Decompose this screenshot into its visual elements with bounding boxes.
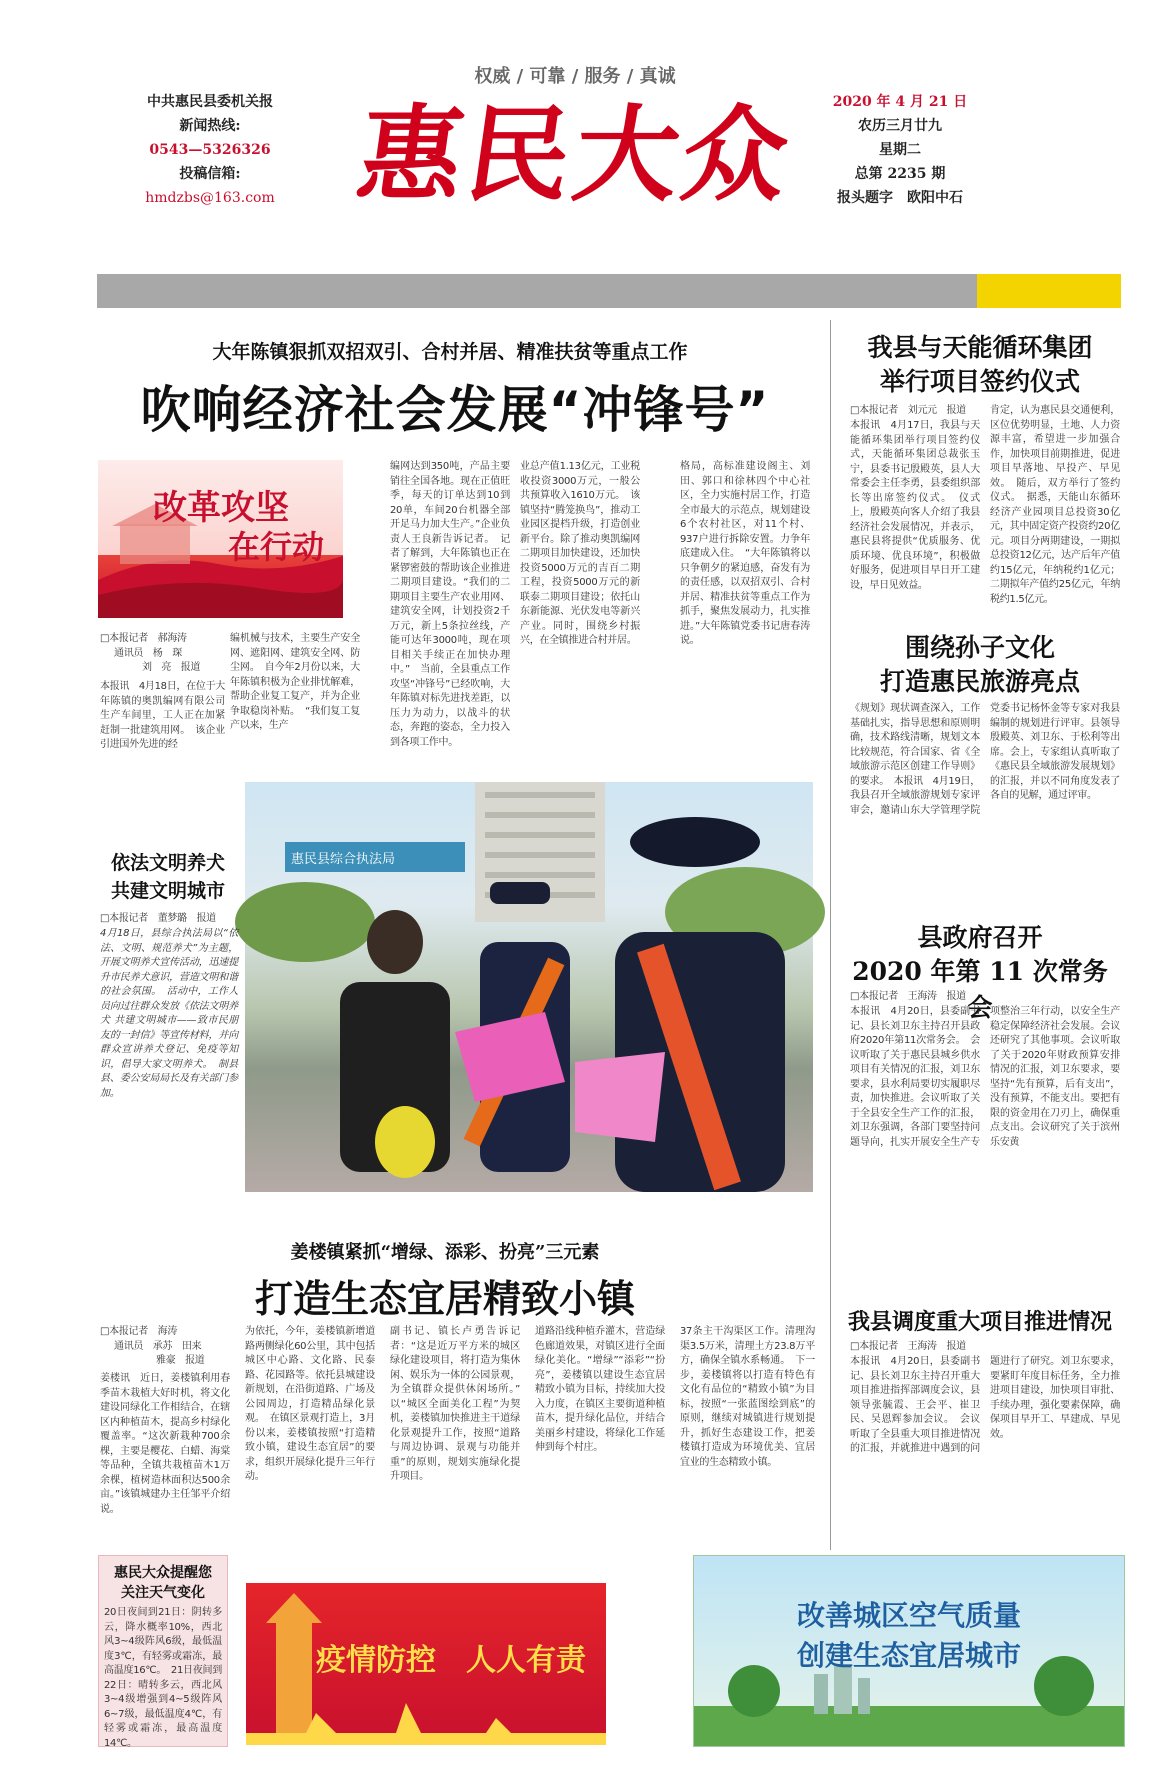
lead-col-1: 本报讯 4月18日，在位于大年陈镇的奥凯编网有限公司生产车间里，工人正在加紧赶制一批建筑用网。 该企业引进国外先进的经 — [100, 681, 225, 750]
issue-date: 2020 年 4 月 21 日 — [832, 94, 968, 110]
r1-headline-1: 我县与天能循环集团 — [867, 333, 1093, 362]
photo-sign-text: 惠民县综合执法局 — [291, 852, 396, 867]
issue-number: 总第 2235 期 — [854, 166, 946, 182]
hotline-number[interactable]: 0543—5326326 — [149, 142, 271, 158]
right-divider — [830, 320, 831, 1550]
side-headline-1: 依法文明养犬 — [110, 852, 225, 874]
weather-box — [98, 1555, 228, 1747]
r4-headline: 我县调度重大项目推进情况 — [847, 1309, 1112, 1335]
r4-byline: □本报记者 王海涛 报道 — [850, 1341, 966, 1352]
second-col-3: 副书记、镇长卢勇告诉记者：“这是近万平方米的城区绿化建设项目，将打造为集休闲、娱乐为一体的公园景观，为全镇群众提供休闲场所。” 以“城区全面美化工程”为契机，姜楼镇加快推进主干道绿化景观提升工作，按照“道路与周边协调、景观与功能并重”的原则，规划实施绿化提升项目。 — [390, 1326, 530, 1482]
lead-col-5: 格局，高标准建设阁主、刘田、郭口和徐林四个中心社区，全力实施村居工作，打造全市最大的示范点，规划建设6个农村社区，对11个村、937户进行拆除安置。力争年底建成入住。 “大年陈镇将以只争朝夕的紧迫感，奋发有为的责任感，以双招双引、合村并居、精准扶贫等重点工作为抓手，聚焦发展动力，扎实推进。”大年陈镇党委书记唐春涛说。 — [680, 461, 810, 646]
lead-byline — [100, 632, 210, 676]
r2-headline-2: 打造惠民旅游亮点 — [879, 667, 1080, 696]
r1-headline-2: 举行项目签约仪式 — [879, 367, 1080, 396]
lead-col-4: 业总产值1.13亿元，工业税收投资3000万元，一般公共预算收入1610万元。 该镇坚持“腾笼换鸟”，推动工业园区提档升级，打造创业新平台。除了推动奥凯编网二期项目加快建设，还加快投资5000万元的吉百二期工程，投资5000万元的新联泰二期项目建设；依托山东新能源、光伏发电等新兴产业。同时，围绕乡村振兴，在全镇推进合村并居。 — [520, 461, 640, 646]
r1-col-2: 肯定，认为惠民县交通便利，区位优势明显，土地、人力资源丰富，希望进一步加强合作，加快项目前期推进，促进项目早落地、早投产、早见效。 随后，双方举行了签约仪式。 据悉，天能山东循环经济产业园项目总投资30亿元，其中固定资产投资约20亿元。项目分两期建设，一期拟总投资12亿元，达产后年产值约15亿元，年纳税约1亿元；二期拟年产值约25亿元，年纳税约1.5亿元。 — [990, 405, 1120, 605]
banner-line-1: 改革攻坚 — [153, 488, 289, 528]
org-name: 中共惠民县委机关报 — [147, 94, 273, 110]
calligrapher-credit: 报头题字 欧阳中石 — [837, 190, 963, 206]
photo-scene — [245, 782, 813, 1192]
second-col-4: 道路沿线种植乔灌木，营造绿色廊道效果，对镇区进行全面绿化美化。“增绿”“添彩”“扮亮”，姜楼镇以建设生态宜居精致小镇为目标，持续加大投入力度，在镇区主要街道种植苗木，提升绿化品位，并结合美丽乡村建设，将绿化工作延伸到每个村庄。 — [535, 1326, 665, 1453]
email-label: 投稿信箱: — [179, 166, 241, 182]
second-headline: 打造生态宜居精致小镇 — [254, 1276, 635, 1321]
r2-headline-1: 围绕孙子文化 — [904, 633, 1055, 662]
header-left-info — [140, 90, 280, 210]
ad-epidemic-text: 疫情防控 人人有责 — [316, 1643, 586, 1678]
masthead-title: 惠民大众 — [350, 93, 800, 216]
header-right-info — [825, 90, 975, 210]
email-address[interactable]: hmdzbs@163.com — [145, 190, 275, 206]
ad-epidemic — [246, 1583, 606, 1745]
weather-title-1: 惠民大众提醒您 — [114, 1565, 212, 1581]
second-byline-3: 雅豪 报道 — [156, 1355, 205, 1366]
side-headline-2: 共建文明城市 — [110, 880, 225, 902]
second-col-1: 姜楼讯 近日，姜楼镇利用春季苗木栽植大好时机，将文化建设同绿化工作相结合，在辖区内种植苗木，提高乡村绿化覆盖率。“这次新栽种700余棵，主要是樱花、白蜡、海棠等品种，全镇共栽植苗木1万余棵，植树造林面积达500余亩。”该镇城建办主任邹平介绍说。 — [100, 1373, 230, 1515]
slogan: 权威 / 可靠 / 服务 / 真诚 — [474, 66, 676, 87]
second-byline-1: □本报记者 海涛 — [100, 1326, 178, 1337]
lunar-date: 农历三月廿九 — [858, 118, 942, 134]
r4-body: 本报讯 4月20日，县委副书记、县长刘卫东主持召开重大项目推进指挥部调度会议，县领导张毓霞、王会平、崔卫民、吴恩辉参加会议。 会议听取了全县重大项目推进情况的汇报，并就推进中遇到的问题进行了研究。刘卫东要求，要紧盯年度目标任务，全力推进项目建设，加快项目审批、手续办理，强化要素保障，确保项目早开工、早建成、早见效。 — [850, 1356, 1120, 1454]
lead-headline: 吹响经济社会发展“冲锋号” — [140, 381, 770, 439]
r3-body: 本报讯 4月20日，县委副书记、县长刘卫东主持召开县政府2020年第11次常务会。 会议听取了关于惠民县城乡供水项目有关情况的汇报，刘卫东要求，县水利局要切实履职尽责，加快推进。会议听取了关于全县安全生产工作的汇报，刘卫东强调，各部门要坚持问题导向，扎实开展安全生产专项整治三年行动，以安全生产稳定保障经济社会发展。会议还研究了其他事项。会议听取了关于2020年财政预算安排情况的汇报，刘卫东要求，要坚持“先有预算，后有支出”，没有预算，不能支出。要把有限的资金用在刀刃上，确保重点支出。会议研究了关于滨州乐安黄 — [850, 1006, 1120, 1148]
r2-body: 《规划》现状调查深入，工作基础扎实，指导思想和原则明确，技术路线清晰，规划文本比较规范，符合国家、省《全域旅游示范区创建工作导则》的要求。 本报讯 4月19日，我县召开全域旅游规划专家评审会，邀请山东大学管理学院党委书记杨怀金等专家对我县编制的规划进行评审。县领导殷殿英、刘卫东、于松利等出席。会上，专家组认真听取了《惠民县全域旅游发展规划》的汇报，并以不同角度发表了各自的见解，通过评审。 — [850, 703, 1120, 816]
r1-col-1: 本报讯 4月17日，我县与天能循环集团举行项目签约仪式，天能循环集团总裁张玉宁，县委书记殷殿英，县人大常委会主任李勇，县委组织部长等出席签约仪式。 仪式上，殷殿英向客人介绍了我县经济社会发展情况，并表示，惠民县将提供“优质服务、优质环境、优良环境”，积极做好服务，促进项目早日开工建设，早日见效益。 — [850, 420, 980, 591]
banner-line-2: 在行动 — [228, 528, 325, 566]
r3-headline-2: 2020 年第 11 次常务会 — [852, 957, 1108, 1022]
ad-air-line-1: 改善城区空气质量 — [796, 1599, 1021, 1632]
r3-byline: □本报记者 王海涛 报道 — [850, 991, 966, 1002]
lead-byline-3: 刘 亮 报道 — [142, 662, 201, 673]
r1-byline: □本报记者 刘元元 报道 — [850, 405, 966, 416]
reform-banner — [98, 460, 343, 618]
r3-headline-1: 县政府召开 — [917, 923, 1043, 952]
second-col-5: 37条主干沟渠区工作。清理沟渠3.5万米，清理土方23.8万平方，确保全镇水系畅通。 下一步，姜楼镇将以打造有特色有文化有品位的“精致小镇”为目标，按照“一张蓝图绘到底”的原则，继续对城镇进行规划提升，抓好生态建设工作，把姜楼镇打造成为环境优美、宜居宜业的生态精致小镇。 — [680, 1326, 815, 1468]
lead-col-3: 编网达到350吨，产品主要销往全国各地。现在正值旺季，每天的订单达到10到20单，车间20台机器全部开足马力加大生产。”企业负责人王良新告诉记者。 记者了解到，大年陈镇也正在紧锣密鼓的帮助该企业推进二期项目建设。“我们的二期项目主要生产农业用网、建筑安全网，计划投资2千万元，新上5条拉丝线，产能可达年3000吨，现在项目相关手续正在加快办理中。” 当前，全县重点工作攻坚“冲锋号”已经吹响，大年陈镇对标先进找差距，以压力为动力，以战斗的状态，奔跑的姿态，全力投入到各项工作中。 — [390, 461, 510, 748]
ad-air-quality — [693, 1555, 1125, 1747]
lead-byline-2: 通讯员 杨 琛 — [114, 647, 182, 659]
second-kicker: 姜楼镇紧抓“增绿、添彩、扮亮”三元素 — [290, 1242, 600, 1263]
news-photo — [245, 782, 813, 1192]
header-bar-gray — [97, 274, 977, 308]
weather-body: 20日夜间到21日：阴转多云，降水概率10%，西北风3~4级阵风6级，最低温度3℃，有轻雾或霜冻，最高温度16℃。 21日夜间到22日：晴转多云，西北风3~4级增强到4~5级阵风6~7级，最低温度4℃，有轻雾或霜冻，最高温度14℃。 — [104, 1607, 222, 1749]
side-byline: □本报记者 董梦璐 报道 — [100, 913, 216, 924]
lead-kicker: 大年陈镇狠抓双招双引、合村并居、精准扶贫等重点工作 — [212, 341, 688, 363]
weekday: 星期二 — [879, 142, 921, 158]
hotline-label: 新闻热线: — [179, 118, 241, 134]
ad-air-line-2: 创建生态宜居城市 — [796, 1639, 1021, 1672]
second-col-2: 为依托，今年，姜楼镇新增道路两侧绿化60公里，其中包括城区中心路、文化路、民泰路、花园路等。依托县城建设新规划，在沿街道路、广场及公园周边，打造精品绿化景观。 在镇区景观打造上，3月份以来，姜楼镇按照“打造精致小镇，建设生态宜居”的要求，组织开展绿化提升三年行动。 — [245, 1326, 375, 1482]
lead-col-2: 编机械与技术，主要生产安全网、遮阳网、建筑安全网、防尘网。 自今年2月份以来，大年陈镇积极为企业排忧解难，帮助企业复工复产，并为企业争取稳岗补贴。 “我们复工复产以来，生产 — [230, 633, 360, 731]
second-byline-2: 通讯员 承苏 田来 — [114, 1340, 202, 1352]
side-body: 4月18日，县综合执法局以“依法、文明、规范养犬”为主题，开展文明养犬宣传活动，迅速提升市民养犬意识，营造文明和谐的社会氛围。 活动中，工作人员向过往群众发放《依法文明养犬 共建文明城市——致市民朋友的一封信》等宣传材料，并向群众宣讲养犬登记、免疫等知识，倡导大家文明养犬。 制县县、委公安局局长及有关部门参加。 — [100, 928, 238, 1099]
weather-title-2: 关注天气变化 — [121, 1585, 205, 1601]
lead-byline-1: □本报记者 郝海涛 — [100, 633, 187, 644]
second-byline — [100, 1325, 210, 1369]
